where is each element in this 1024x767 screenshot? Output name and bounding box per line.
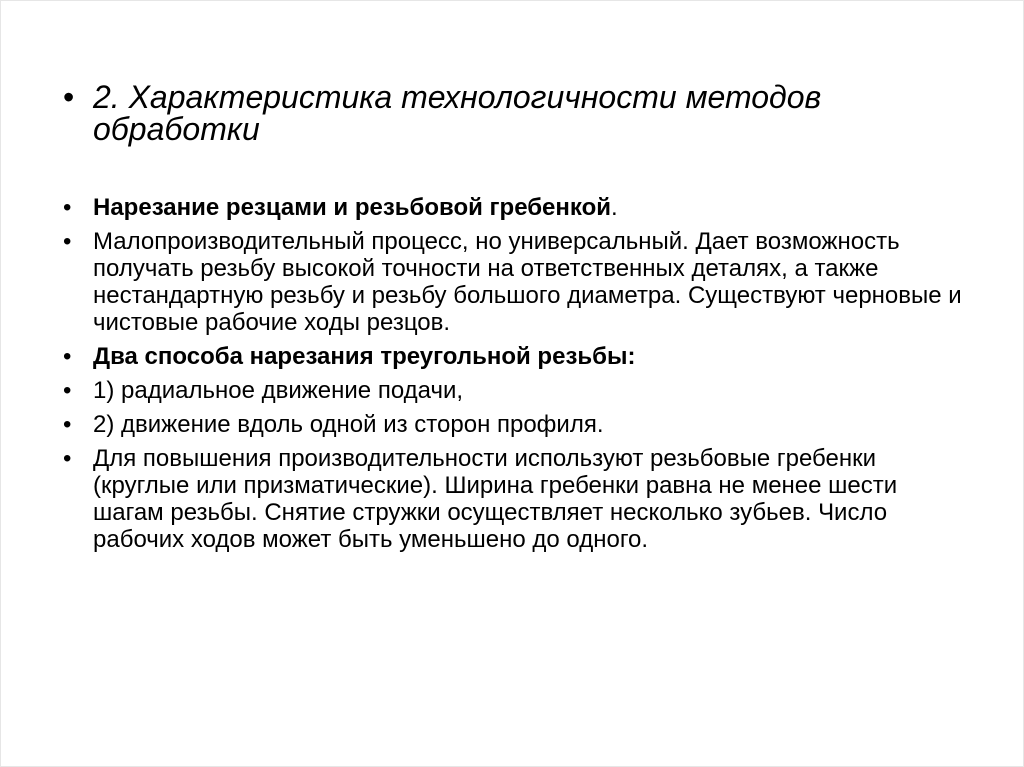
list-item [63,411,973,438]
list-item-text [93,194,973,221]
bullet-icon: • [63,445,72,472]
bullet-icon: • [63,377,72,404]
list-item-plain-text: Малопроизводительный процесс, но универсальный. Дает возможность получать резьбу высокой точности на ответственных деталях, а также нестандартную резьбу и резьбу большого диаметра. Существуют черновые и чистовые рабочие ходы резцов. [93,228,962,336]
bullet-icon: • [63,228,72,255]
list-item-text [93,377,973,404]
list-item-bold-text: Два способа нарезания треугольной резьбы: [93,343,636,370]
heading-text: 2. Характеристика технологичности методов обработки [93,79,822,147]
list-item-text [93,228,973,336]
list-item-text [93,343,973,370]
list-item-bold-text: Нарезание резцами и резьбовой гребенкой [93,194,612,221]
bullet-icon: • [63,79,75,115]
list-item-plain-text: Для повышения производительности используют резьбовые гребенки (круглые или призматические). Ширина гребенки равна не менее шести шагам резьбы. Снятие стружки осуществляет несколько зубьев. Число рабочих ходов может быть уменьшено до одного. [93,445,898,553]
slide-heading-block [63,81,963,145]
list-item-text [93,445,973,553]
list-item [63,228,973,336]
list-item [63,445,973,553]
list-item-plain-text: 1) радиальное движение подачи, [93,377,464,404]
list-item [63,343,973,370]
bullet-list [63,194,973,560]
bullet-icon: • [63,343,72,370]
list-item-text [93,411,973,438]
bullet-icon: • [63,411,72,438]
list-item [63,377,973,404]
list-item-plain-text: . [611,194,618,221]
slide-heading [63,81,963,145]
bullet-icon: • [63,194,72,221]
list-item [63,194,973,221]
list-item-plain-text: 2) движение вдоль одной из сторон профиля. [93,411,604,438]
